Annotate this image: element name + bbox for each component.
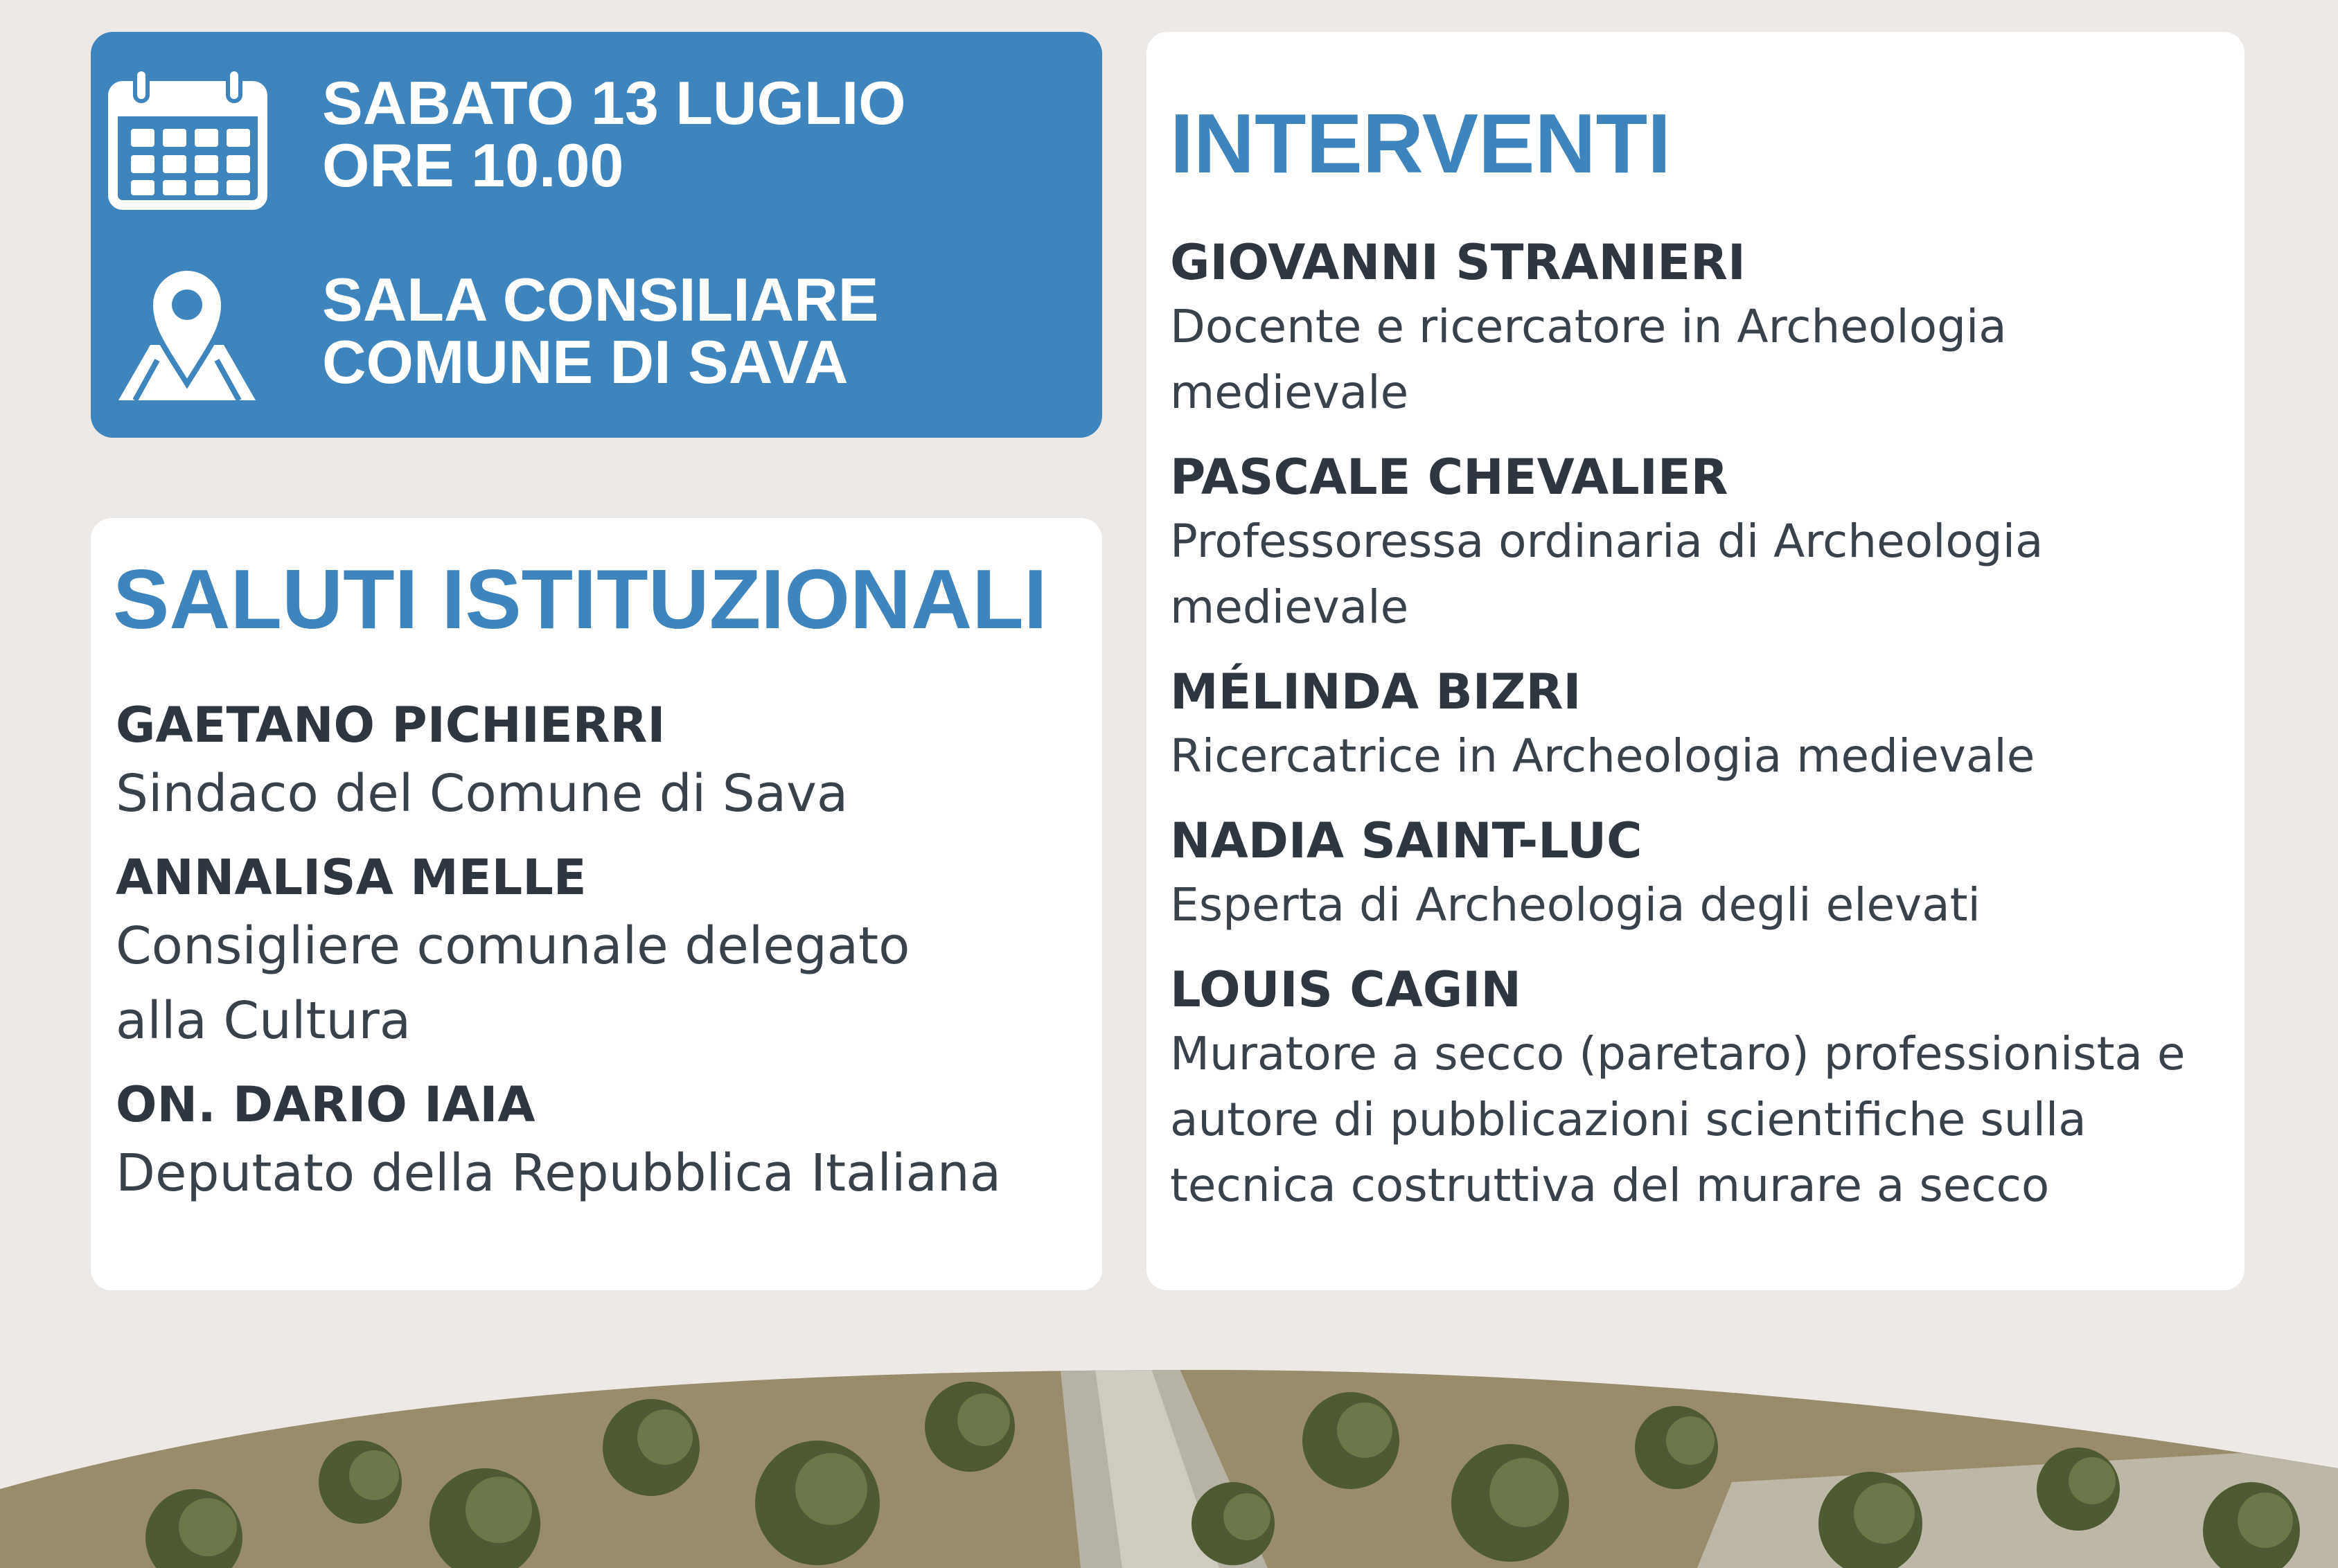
speaker-name: GIOVANNI STRANIERI bbox=[1170, 234, 1746, 291]
event-venue bbox=[322, 265, 879, 396]
event-info-card bbox=[91, 32, 1102, 438]
speaker-name: MÉLINDA BIZRI bbox=[1170, 663, 1582, 720]
event-date: SABATO 13 LUGLIO bbox=[322, 69, 906, 137]
speaker-role: Deputato della Repubblica Italiana bbox=[116, 1143, 1002, 1203]
speaker-role: Esperta di Archeologia degli elevati bbox=[1170, 878, 1981, 932]
speaker-name: ANNALISA MELLE bbox=[116, 849, 587, 906]
venue-line-1: SALA CONSILIARE bbox=[322, 265, 879, 334]
speaker-role: Docente e ricercatore in Archeologia medievale bbox=[1170, 300, 2007, 419]
venue-line-2: COMUNE DI SAVA bbox=[322, 328, 849, 396]
interventi-speaker-list bbox=[1170, 231, 2223, 1239]
calendar-icon bbox=[107, 65, 268, 211]
saluti-heading: SALUTI ISTITUZIONALI bbox=[113, 552, 1047, 646]
speaker-role: Sindaco del Comune di Sava bbox=[116, 764, 849, 823]
speaker-item bbox=[1170, 661, 2223, 789]
speaker-item bbox=[116, 846, 1092, 1058]
speaker-item bbox=[1170, 810, 2223, 938]
speaker-role: Muratore a secco (paretaro) professionista e autore di pubblicazioni scientifiche sulla tecnica costruttiva del murare a secco bbox=[1170, 1027, 2186, 1212]
speaker-item bbox=[1170, 446, 2223, 640]
speaker-name: LOUIS CAGIN bbox=[1170, 961, 1521, 1018]
landscape-photo bbox=[0, 1364, 2338, 1568]
event-time: ORE 10.00 bbox=[322, 131, 624, 199]
saluti-istituzionali-card bbox=[91, 518, 1102, 1290]
saluti-speaker-list bbox=[116, 694, 1092, 1226]
speaker-item bbox=[1170, 959, 2223, 1218]
speaker-name: PASCALE CHEVALIER bbox=[1170, 449, 1728, 506]
event-date-time bbox=[322, 69, 906, 199]
speaker-role: Professoressa ordinaria di Archeologia medievale bbox=[1170, 515, 2044, 634]
speaker-role: Ricercatrice in Archeologia medievale bbox=[1170, 729, 2035, 783]
speaker-name: GAETANO PICHIERRI bbox=[116, 697, 666, 754]
speaker-item bbox=[1170, 231, 2223, 425]
speaker-role: Consigliere comunale delegato alla Cultura bbox=[116, 916, 910, 1051]
interventi-heading: INTERVENTI bbox=[1170, 96, 1672, 190]
map-pin-icon bbox=[114, 262, 260, 407]
speaker-name: ON. DARIO IAIA bbox=[116, 1076, 535, 1133]
speaker-item bbox=[116, 694, 1092, 831]
speaker-name: NADIA SAINT-LUC bbox=[1170, 812, 1642, 869]
interventi-card bbox=[1146, 32, 2244, 1290]
speaker-item bbox=[116, 1073, 1092, 1211]
